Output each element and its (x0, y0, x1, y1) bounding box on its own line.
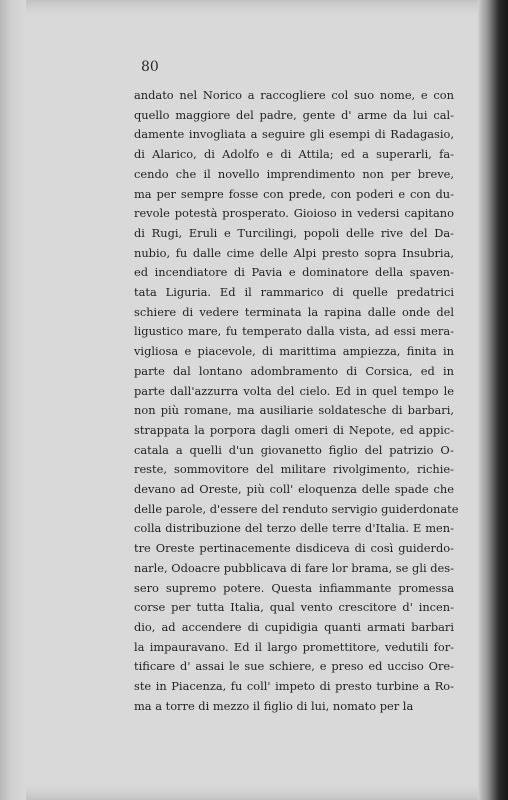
text-line: di Rugi, Eruli e Turcilingi, popoli delle rive del Da- (134, 225, 454, 240)
text-line: di Alarico, di Adolfo e di Attila; ed a superarli, fa- (134, 147, 454, 162)
text-line: nubio, fu dalle cime delle Alpi presto sopra Insubria, (134, 245, 454, 260)
text-line: delle parole, d'essere del renduto servigio guiderdonate (134, 501, 459, 516)
body-text (134, 86, 459, 717)
text-line: non più romane, ma ausiliarie soldatesche di barbari, (134, 403, 454, 418)
text-line: cendo che il novello imprendimento non per breve, (134, 166, 454, 181)
text-line: tificare d' assai le sue schiere, e preso ed ucciso Ore- (134, 659, 454, 674)
text-line: la impauravano. Ed il largo promettitore, vedutili for- (134, 639, 454, 654)
text-line: devano ad Oreste, più coll' eloquenza delle spade che (134, 482, 454, 497)
text-line: andato nel Norico a raccogliere col suo nome, e con (134, 88, 454, 102)
text-line: schiere di vedere terminata la rapina dalle onde del (134, 304, 454, 319)
text-line: parte dal lontano adombramento di Corsica, ed in (134, 363, 454, 378)
text-line: quello maggiore del padre, gente d' arme da lui cal- (134, 107, 454, 122)
text-line: parte dall'azzurra volta del cielo. Ed in quel tempo le (134, 383, 454, 398)
text-line: revole potestà prosperato. Gioioso in vedersi capitano (134, 206, 454, 221)
text-line: sero supremo potere. Questa infiammante promessa (134, 580, 454, 595)
page-edge-shadow (478, 0, 508, 800)
text-line: catala a quelli d'un giovanetto figlio del patrizio O- (134, 442, 454, 457)
text-line: ste in Piacenza, fu coll' impeto di presto turbine a Ro- (134, 679, 454, 694)
text-line: ligustico mare, fu temperato dalla vista, ad essi mera- (134, 324, 454, 339)
text-line: ma per sempre fosse con prede, con poderi e con du- (134, 186, 454, 201)
text-line: ma a torre di mezzo il figlio di lui, nomato per la (134, 698, 414, 713)
text-line: corse per tutta Italia, qual vento crescitore d' incen- (134, 600, 454, 615)
text-line: vigliosa e piacevole, di marittima ampiezza, finita in (134, 344, 454, 359)
text-line: dio, ad accendere di cupidigia quanti armati barbari (134, 619, 454, 634)
text-line: damente invogliata a seguire gli esempi di Radagasio, (134, 127, 454, 142)
text-line: ed incendiatore di Pavia e dominatore della spaven- (134, 265, 454, 280)
text-line: tre Oreste pertinacemente disdiceva di così guiderdo- (134, 541, 454, 556)
page-gutter (0, 0, 26, 800)
text-line: reste, sommovitore del militare rivolgimento, richie- (134, 462, 454, 477)
page-number: 80 (141, 59, 159, 75)
text-line: narle, Odoacre pubblicava di fare lor brama, se gli des- (134, 560, 454, 575)
text-line: tata Liguria. Ed il rammarico di quelle predatrici (134, 285, 454, 300)
text-line: colla distribuzione del terzo delle terre d'Italia. E men- (134, 521, 454, 536)
text-line: strappata la porpora dagli omeri di Nepote, ed appic- (134, 422, 454, 437)
